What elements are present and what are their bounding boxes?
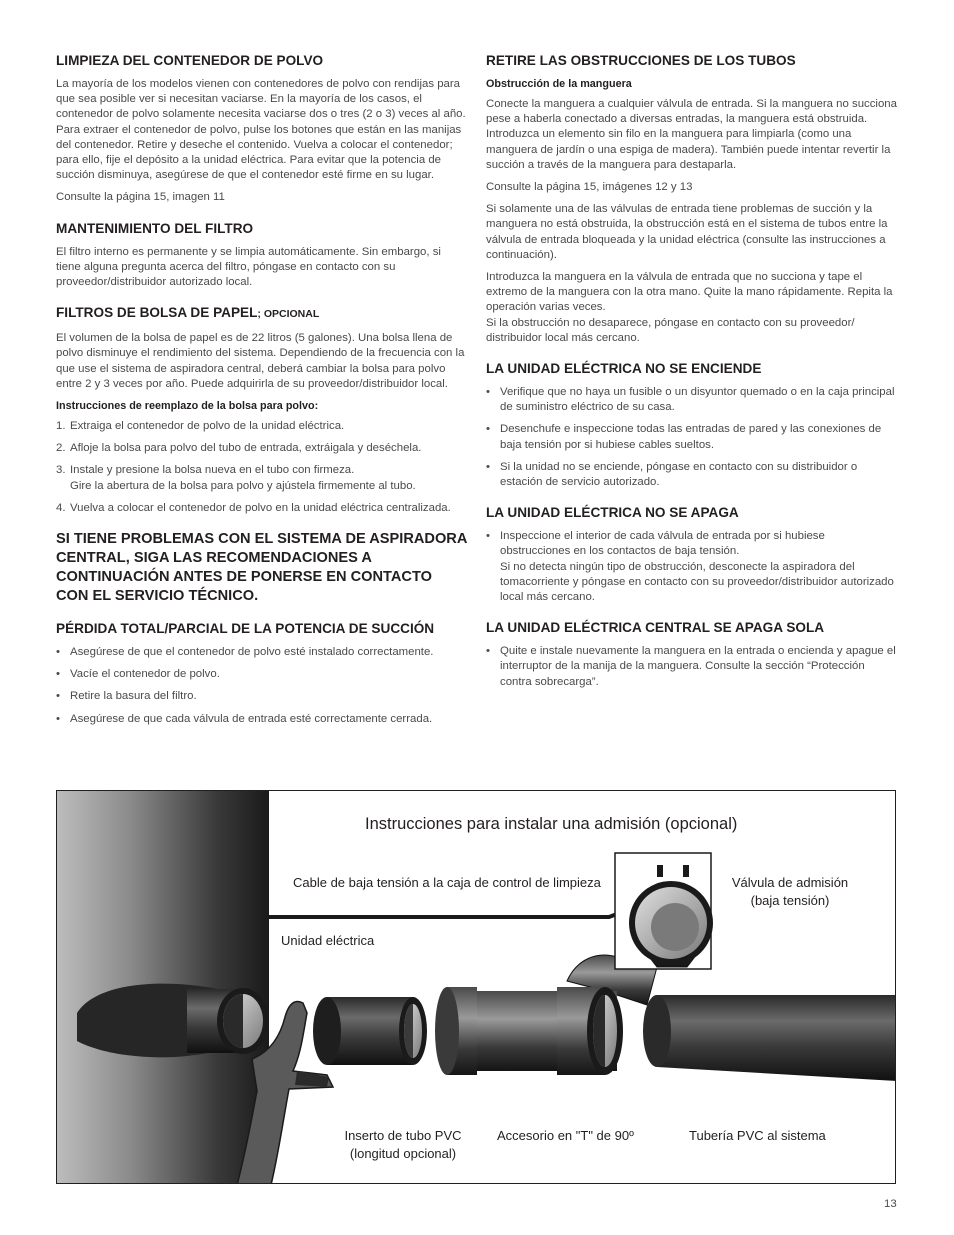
bullet-icon: • — [486, 645, 490, 658]
bullet-icon: • — [486, 386, 490, 399]
list-item: • Vacíe el contenedor de polvo. — [56, 667, 468, 682]
paragraph-dust-body: La mayoría de los modelos vienen con contenedores de polvo con rendijas para que sea posible ver si necesitan vaciarse. En la mayoría de los casos, el contenedor de polvo solamente necesita vaciarse dos o tres (2 o 3) veces al año. Para extraer el contenedor de polvo, pulse los botones que están en las manijas del contenedor. Retire y deseche el contenido. Vuelva a colocar el contenedor; para ello, fije el depósito a la unidad eléctrica. Para evitar que la potencia de succión disminuya, asegúrese de que el contenedor esté firme en su lugar. — [56, 78, 466, 182]
label-valve-line-2: (baja tensión) — [750, 893, 830, 908]
heading-self-off: LA UNIDAD ELÉCTRICA CENTRAL SE APAGA SOLA — [486, 620, 825, 636]
heading-no-start: LA UNIDAD ELÉCTRICA NO SE ENCIENDE — [486, 361, 762, 377]
subheading-hose-clog: Obstrucción de la manguera — [486, 78, 632, 90]
label-tee-fitting: Accesorio en "T" de 90º — [497, 1128, 634, 1143]
bullet-icon: • — [486, 460, 490, 473]
heading-suction-loss: PÉRDIDA TOTAL/PARCIAL DE LA POTENCIA DE SUCCIÓN — [56, 621, 435, 637]
section-self-off — [486, 619, 898, 690]
section-filter — [56, 220, 468, 291]
heading-no-stop: LA UNIDAD ELÉCTRICA NO SE APAGA — [486, 505, 739, 521]
heading-dust-container: LIMPIEZA DEL CONTENEDOR DE POLVO — [56, 53, 324, 68]
paragraph-clogs-3: Introduzca la manguera en la válvula de entrada que no succiona y tape el extremo de la manguera con la otra mano. Quite la mano rápidamente. Repita la operación varias veces. Si la obstrucción no desaparece, póngase en contacto con su proveedor/ distribuidor local más cercano. — [486, 271, 893, 344]
paragraph-clogs-1: Conecte la manguera a cualquier válvula de entrada. Si la manguera no succiona pese a haberla conectado a diversas entradas, la manguera está obstruida. Introduzca un elemento sin filo en la manguera para limpiarla (como una manguera de jardín o una espiga de madera). También puede intentar revertir la succión a través de la manguera para destaparla. — [486, 98, 897, 171]
list-item: 2. Afloje la bolsa para polvo del tubo de entrada, extráigala y deséchela. — [56, 442, 422, 455]
bullet-icon: • — [56, 712, 60, 725]
list-item: 4. Vuelva a colocar el contenedor de polvo en la unidad eléctrica centralizada. — [56, 501, 451, 514]
section-clogs — [486, 52, 898, 346]
low-voltage-cable — [217, 899, 657, 917]
tee-fitting — [435, 955, 657, 1075]
suction-loss-bullets — [56, 645, 468, 727]
heading-troubleshooting: SI TIENE PROBLEMAS CON EL SISTEMA DE ASPIRADORA CENTRAL, SIGA LAS RECOMENDACIONES A CONTINUACIÓN ANTES DE PONERSE EN CONTACTO CON EL SERVICIO TÉCNICO. — [56, 531, 467, 605]
bullet-icon: • — [56, 646, 60, 659]
section-dust-container — [56, 52, 468, 206]
section-no-stop — [486, 504, 898, 605]
bullet-icon: • — [56, 690, 60, 703]
figure-title: Instrucciones para instalar una admisión (opcional) — [365, 815, 738, 833]
heading-clogs: RETIRE LAS OBSTRUCCIONES DE LOS TUBOS — [486, 53, 796, 68]
heading-filter: MANTENIMIENTO DEL FILTRO — [56, 220, 254, 236]
list-item: • Asegúrese de que cada válvula de entrada esté correctamente cerrada. — [56, 712, 468, 727]
label-valve-line-1: Válvula de admisión — [731, 875, 849, 890]
bag-replacement-steps — [56, 419, 468, 516]
paragraph-bags-body: El volumen de la bolsa de papel es de 22 litros (5 galones). Una bolsa llena de polvo disminuye el rendimiento del sistema. Dependiendo de la frecuencia con la que use el sistema de aspiradora central, deberá cambiar la bolsa para polvo entre 2 y 3 veces por año. Puede adquirirla de su proveedor/distribuidor local. — [56, 332, 465, 390]
label-cable: Cable de baja tensión a la caja de control de limpieza — [293, 875, 601, 890]
label-valve — [725, 874, 855, 910]
subheading-bag-replacement: Instrucciones de reemplazo de la bolsa para polvo: — [56, 400, 319, 413]
bullet-icon: • — [486, 423, 490, 436]
no-stop-bullets — [486, 529, 898, 605]
list-item: • Verifique que no haya un fusible o un disyuntor quemado o en la caja principal de suministro eléctrico de su casa. — [486, 386, 895, 414]
inlet-installation-figure — [56, 790, 896, 1184]
bullet-icon: • — [486, 530, 490, 543]
no-start-bullets — [486, 385, 898, 490]
bullet-icon: • — [56, 668, 60, 681]
label-pvc-insert-line-2: (longitud opcional) — [349, 1146, 457, 1161]
pvc-system-pipe — [657, 995, 896, 1081]
section-suction-loss — [56, 620, 468, 727]
label-power-unit: Unidad eléctrica — [281, 933, 375, 948]
self-off-bullets — [486, 644, 898, 690]
pvc-insert-pipe — [313, 997, 427, 1065]
heading-paper-bags — [56, 304, 468, 323]
list-item: • Retire la basura del filtro. — [56, 689, 468, 704]
page-number: 13 — [884, 1198, 897, 1210]
paragraph-clogs-2: Si solamente una de las válvulas de entrada tiene problemas de succión y la manguera no está obstruida, la obstrucción está en el sistema de tubos entre la válvula de entrada bloqueada y la unidad eléctrica (consulte las instrucciones a continuación). — [486, 203, 888, 261]
list-item: • Desenchufe e inspeccione todas las entradas de pared y las conexiones de baja tensión por si hubiese cables sueltos. — [486, 423, 882, 451]
label-pvc-insert — [337, 1127, 469, 1163]
label-pvc-insert-line-1: Inserto de tubo PVC — [344, 1128, 462, 1143]
list-item: • Quite e instale nuevamente la manguera en la entrada o encienda y apague el interruptor de la manija de la manguera. Consulte la sección “Protección contra sobrecarga”. — [486, 645, 896, 688]
paragraph-clogs-ref: Consulte la página 15, imágenes 12 y 13 — [486, 181, 693, 194]
inlet-installation-illustration — [57, 791, 896, 1184]
section-paper-bags — [56, 304, 468, 516]
section-troubleshooting-intro — [56, 530, 468, 606]
heading-paper-bags-main: FILTROS DE BOLSA DE PAPEL — [56, 305, 258, 321]
list-item: 1. Extraiga el contenedor de polvo de la unidad eléctrica. — [56, 420, 345, 433]
section-no-start — [486, 360, 898, 490]
right-column — [486, 52, 898, 704]
heading-paper-bags-suffix: ; OPCIONAL — [257, 308, 320, 321]
list-item: • Asegúrese de que el contenedor de polvo esté instalado correctamente. — [56, 645, 468, 660]
list-item: • Inspeccione el interior de cada válvula de entrada por si hubiese obstrucciones en los contactos de baja tensión. Si no detecta ningún tipo de obstrucción, desconecte la aspiradora del tomacorriente y póngase en contacto con su proveedor/distribuidor autorizado local más cercano. — [486, 530, 894, 604]
paragraph-filter-body: El filtro interno es permanente y se limpia automáticamente. Sin embargo, si tiene alguna pregunta acerca del filtro, póngase en contacto con su proveedor/distribuidor autorizado local. — [56, 245, 441, 289]
label-pvc-system-pipe: Tubería PVC al sistema — [689, 1128, 826, 1143]
list-item: • Si la unidad no se enciende, póngase en contacto con su distribuidor o estación de servicio autorizado. — [486, 460, 858, 489]
paragraph-dust-ref: Consulte la página 15, imagen 11 — [56, 191, 225, 204]
left-column — [56, 52, 468, 741]
list-item: 3. Instale y presione la bolsa nueva en el tubo con firmeza. Gire la abertura de la bolsa para polvo y ajústela firmemente al tubo. — [56, 464, 416, 492]
